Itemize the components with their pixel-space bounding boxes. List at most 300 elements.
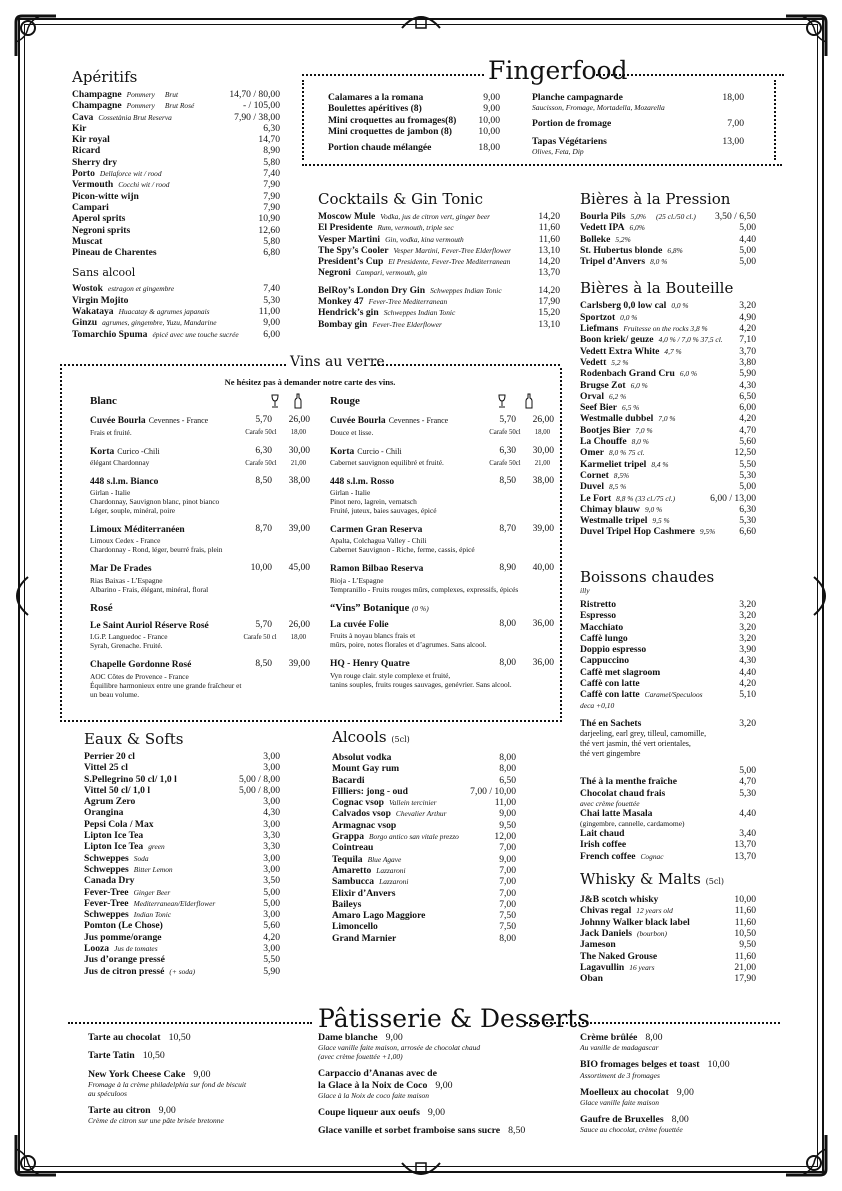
menu-item <box>84 807 280 818</box>
item-name: Caffè con latte <box>580 689 640 701</box>
item-name: Liefmans <box>580 323 619 335</box>
rose-title: Rosé <box>90 601 113 614</box>
item-price: 9,50 <box>739 939 756 951</box>
spacer <box>683 245 739 256</box>
wine-origin: Curico -Chili <box>117 446 160 456</box>
item-price: 3,00 <box>263 762 280 774</box>
spacer <box>100 145 263 156</box>
wine-description: Rioja - L’Espagne <box>330 575 384 585</box>
item-name: Schweppes <box>84 852 129 864</box>
rouge-list <box>330 415 554 593</box>
menu-item <box>580 765 756 776</box>
wine-description: Girlan - Italie <box>90 488 131 498</box>
item-price: 3,20 <box>739 717 756 729</box>
menu-item <box>84 864 280 875</box>
item-description: 6,0 % <box>679 369 698 379</box>
menu-item <box>580 459 756 470</box>
item-price: 7,00 / 10,00 <box>470 785 516 797</box>
menu-item <box>332 775 516 786</box>
menu-item <box>580 234 756 245</box>
dessert-price: 9,00 <box>385 1032 403 1043</box>
item-description: 7,0 % <box>658 414 676 424</box>
item-name: BelRoy’s London Dry Gin <box>318 284 426 296</box>
item-name: Bombay gin <box>318 318 368 330</box>
menu-item <box>332 876 516 887</box>
item-price: 13,10 <box>538 244 560 256</box>
spacer <box>616 939 739 950</box>
wine-title <box>90 620 310 632</box>
desserts-title: Pâtisserie & Desserts <box>318 1004 591 1033</box>
item-name: Doppio espresso <box>580 644 647 656</box>
bieres-section <box>580 190 756 538</box>
menu-item <box>72 247 280 258</box>
item-name: Bacardi <box>332 774 365 786</box>
item-name: Chivas regal <box>580 905 632 917</box>
menu-item <box>72 317 280 328</box>
carafe-label: Carafe 50cl <box>489 429 521 437</box>
spacer <box>660 667 739 678</box>
wine-name: Cuvée Bourla <box>330 416 386 427</box>
item-price: 6,00 <box>263 328 280 340</box>
item-name: Boulettes apéritives (8) <box>328 103 422 115</box>
menu-item <box>318 267 560 278</box>
menu-item <box>328 92 500 103</box>
spacer <box>490 211 538 222</box>
spacer <box>645 222 739 233</box>
menu-item <box>318 319 560 330</box>
item-name: Planche campagnarde <box>532 92 623 103</box>
eaux-title: Eaux & Softs <box>84 730 184 748</box>
wine-title <box>90 446 310 458</box>
item-price: 3,20 <box>739 610 756 622</box>
item-name: Thé en Sachets <box>580 717 642 729</box>
item-name: Jameson <box>580 939 616 951</box>
menu-item <box>84 774 280 785</box>
item-name: Champagne <box>72 89 122 100</box>
menu-item <box>84 898 280 909</box>
spacer <box>708 323 740 334</box>
bieres-pression-title: Bières à la Pression <box>580 190 731 208</box>
item-name: Moscow Mule <box>318 211 376 222</box>
wine-item <box>330 658 554 688</box>
dessert-name: Tarte Tatin <box>88 1050 135 1062</box>
spacer <box>689 300 740 311</box>
menu-item <box>332 899 516 910</box>
item-price: 11,60 <box>734 916 756 928</box>
dessert-name: Crème brûlée <box>580 1032 638 1043</box>
item-price: 9,00 <box>499 808 516 820</box>
menu-item <box>580 917 756 928</box>
item-price: 4,30 <box>263 807 280 819</box>
wine-title <box>330 524 554 536</box>
dessert-title <box>318 1032 554 1043</box>
menu-item <box>332 763 516 774</box>
fingerfood-title: Fingerfood <box>488 56 628 85</box>
item-price: 9,00 <box>483 103 500 115</box>
spacer <box>109 202 263 213</box>
alcools-list <box>332 752 516 944</box>
the-block <box>580 718 756 759</box>
menu-item <box>72 168 280 179</box>
menu-item <box>580 633 756 644</box>
item-description: agrumes, gingembre, Yuzu, Mandarine <box>102 318 217 328</box>
spacer <box>616 599 739 610</box>
dessert-name: Coupe liqueur aux oeufs <box>318 1106 420 1118</box>
item-description: 6,8% <box>667 245 683 255</box>
item-name: Vittel 25 cl <box>84 762 128 774</box>
item-price: 3,50 <box>263 875 280 887</box>
cocktails-section <box>318 190 560 330</box>
menu-item <box>332 752 516 763</box>
item-price: 14,20 <box>538 256 560 268</box>
menu-item <box>580 962 756 973</box>
item-price: 7,50 <box>499 910 516 922</box>
dessert-title <box>580 1087 758 1098</box>
wine-item <box>90 659 310 698</box>
menu-item <box>84 954 280 965</box>
item-price: 3,20 <box>739 599 756 610</box>
menu-item <box>332 854 516 865</box>
wine-bottle-price: 40,00 <box>532 563 554 574</box>
spacer <box>676 413 740 424</box>
wine-bottle-price: 30,00 <box>288 445 310 456</box>
wine-description: I.G.P. Languedoc - France <box>90 632 168 642</box>
spacer <box>623 622 739 633</box>
wine-bottle-price: 26,00 <box>532 415 554 426</box>
wine-name: 448 s.l.m. Bianco <box>90 476 159 487</box>
item-name: Portion chaude mélangée <box>328 142 432 154</box>
chaudes-list <box>580 599 756 710</box>
item-price: 5,30 <box>739 515 756 527</box>
item-price: 3,00 <box>263 863 280 875</box>
item-price: 4,40 <box>739 233 756 245</box>
item-name: Vermouth <box>72 179 114 191</box>
vins-blanc-section <box>90 396 310 708</box>
menu-item <box>84 909 280 920</box>
spacer <box>664 851 735 862</box>
item-description: Caramel/Speculoos <box>644 690 703 700</box>
item-price: 10,90 <box>258 213 280 225</box>
menu-item <box>72 295 280 306</box>
item-price: 7,00 <box>727 118 744 130</box>
item-price: 8,00 <box>499 932 516 944</box>
item-name: Mini croquettes au fromages(8) <box>328 114 457 126</box>
menu-item <box>580 718 756 729</box>
spacer <box>163 920 263 931</box>
item-name: Champagne <box>72 100 122 112</box>
spacer <box>117 157 263 168</box>
spacer <box>157 247 264 258</box>
item-description: Brut Rosé <box>164 101 195 111</box>
item-name: Virgin Mojito <box>72 294 129 306</box>
menu-item <box>580 776 756 787</box>
menu-item <box>580 610 756 621</box>
spacer <box>150 785 239 796</box>
wine-item <box>90 620 310 650</box>
wine-name: 448 s.l.m. Rosso <box>330 476 395 487</box>
item-name: French coffee <box>580 850 636 862</box>
wine-glass-icon <box>270 394 280 408</box>
item-name: Macchiato <box>580 621 624 633</box>
botanique-list <box>330 619 554 689</box>
wine-bottle-price: 38,00 <box>288 475 310 486</box>
spacer <box>422 103 483 114</box>
item-price: 15,20 <box>538 307 560 319</box>
divider-zigzag <box>374 364 560 374</box>
item-name: Schweppes <box>84 909 129 921</box>
spacer <box>631 234 739 245</box>
alcools-section <box>332 728 516 944</box>
item-price: 7,90 / 38,00 <box>234 111 280 123</box>
item-name: Lait chaud <box>580 828 625 840</box>
dessert-name: Tarte au citron <box>88 1104 151 1116</box>
item-price: 5,00 <box>739 764 756 776</box>
wine-title <box>90 524 310 536</box>
dessert-name: la Glace à la Noix de Coco <box>318 1079 428 1091</box>
item-name: Campari <box>72 201 109 213</box>
item-name: Bolleke <box>580 233 611 245</box>
item-price: 11,00 <box>494 797 516 809</box>
rose-list <box>90 620 310 699</box>
item-name: Negroni <box>318 267 351 279</box>
spacer <box>134 875 263 886</box>
menu-item <box>580 413 756 424</box>
spacer <box>130 225 258 236</box>
item-price: 3,90 <box>739 644 756 656</box>
wine-description: Frais et fruité. <box>90 427 132 437</box>
spacer <box>455 307 538 318</box>
spacer <box>135 751 263 762</box>
item-name: Baileys <box>332 898 362 910</box>
menu-item <box>580 828 756 839</box>
spacer <box>623 92 723 103</box>
menu-item <box>332 933 516 944</box>
menu-item <box>580 346 756 357</box>
item-price: 3,00 <box>263 852 280 864</box>
item-price: 4,40 <box>739 807 756 819</box>
item-name: Kir <box>72 122 87 134</box>
item-description: Schweppes Indian Tonic <box>383 308 456 318</box>
wine-description: Limoux Cedex - France <box>90 536 161 546</box>
item-name: Negroni sprits <box>72 224 131 236</box>
carafe-price: 18,00 <box>290 429 306 437</box>
wine-origin: Cevennes - France <box>388 416 449 426</box>
item-description: Rum, vermouth, triple sec <box>377 223 454 233</box>
wine-glass-price: 8,70 <box>499 524 516 535</box>
spacer <box>102 236 263 247</box>
item-name: Tripel d’Anvers <box>580 256 646 268</box>
menu-item <box>72 202 280 213</box>
menu-item <box>72 225 280 236</box>
menu-item <box>580 222 756 233</box>
dessert-price: 8,50 <box>508 1125 526 1137</box>
item-name: Jus de citron pressé <box>84 965 165 977</box>
dessert-item <box>88 1105 308 1125</box>
menu-item <box>580 323 756 334</box>
item-price: 3,00 <box>263 796 280 808</box>
item-description: Gin, vodka, kina vermouth <box>385 234 464 244</box>
item-price: 3,20 <box>739 300 756 312</box>
item-name: Chimay blauw <box>580 503 640 515</box>
menu-item <box>332 820 516 831</box>
left-center-ornament-icon <box>12 575 32 617</box>
menu-item <box>318 234 560 245</box>
item-description: Chevalier Arthur <box>395 809 447 819</box>
dessert-title <box>580 1059 758 1070</box>
spacer <box>629 357 740 368</box>
spacer <box>673 905 735 916</box>
item-price: 7,40 <box>263 168 280 180</box>
item-description: (+ soda) <box>169 966 196 976</box>
spacer <box>135 796 263 807</box>
item-name: Sportzot <box>580 311 616 323</box>
item-price: 3,40 <box>739 828 756 840</box>
item-subtext: deca +0,10 <box>580 700 615 710</box>
dessert-price: 8,00 <box>645 1032 663 1043</box>
item-description: El Presidente, Fever-Tree Mediterranean <box>388 257 511 267</box>
item-price: 7,90 <box>263 201 280 213</box>
dessert-item <box>88 1069 308 1098</box>
item-price: 14,20 <box>538 284 560 296</box>
item-price: 5,30 <box>739 469 756 481</box>
item-price: 10,00 <box>478 114 500 126</box>
item-description: (bourbon) <box>636 928 667 938</box>
menu-item <box>580 436 756 447</box>
item-price: 6,60 <box>739 526 756 538</box>
item-price: 3,30 <box>263 830 280 842</box>
wine-item <box>330 524 554 554</box>
wine-description: Chardonnay - Rond, léger, beurré frais, plein <box>90 545 223 555</box>
item-name: Orval <box>580 390 604 402</box>
item-description: 8,0 % 75 cl. <box>608 448 645 458</box>
item-description: 9,0 % <box>644 504 663 514</box>
item-description: 0,0 % <box>671 301 689 311</box>
blanc-title: Blanc <box>90 395 117 407</box>
divider-zigzag <box>596 74 784 84</box>
spacer <box>665 788 739 799</box>
spacer <box>178 89 229 100</box>
item-description: Dellaforce wit / rood <box>99 169 162 179</box>
item-name: Tequila <box>332 853 363 865</box>
spacer <box>628 633 740 644</box>
item-price: - / 105,00 <box>242 100 280 112</box>
spacer <box>171 909 263 920</box>
spacer <box>86 123 263 134</box>
carafe-label: Carafe 50cl <box>245 459 277 467</box>
item-name: Calamares a la romana <box>328 92 424 103</box>
menu-item <box>580 928 756 939</box>
menu-item <box>72 329 280 340</box>
menu-item <box>580 599 756 610</box>
item-price: 11,60 <box>734 950 756 962</box>
dessert-price: 8,00 <box>671 1113 689 1125</box>
spacer <box>139 191 263 202</box>
item-price: 3,50 / 6,50 <box>714 211 756 222</box>
vins-title: Vins au verre <box>290 354 385 370</box>
item-name: Fever-Tree <box>84 897 129 909</box>
menu-item <box>580 667 756 678</box>
menu-item <box>580 894 756 905</box>
item-name: Kir royal <box>72 134 110 146</box>
item-description: Cognac <box>640 851 664 861</box>
wine-description: mûrs, poire, notes florales et d’agrumes. Sans alcool. <box>330 640 487 650</box>
wine-name: Cuvée Bourla <box>90 416 146 427</box>
item-name: Le Fort <box>580 492 612 504</box>
spacer <box>459 831 495 842</box>
item-name: Lipton Ice Tea <box>84 841 144 853</box>
menu-item <box>580 402 756 413</box>
dessert-name: Gaufre de Bruxelles <box>580 1113 664 1125</box>
wine-description: Rias Baixas - L’Espagne <box>90 575 163 585</box>
wine-bottle-price: 26,00 <box>288 620 310 631</box>
wine-bottle-price: 36,00 <box>532 658 554 669</box>
item-price: 6,30 <box>263 122 280 134</box>
menu-item <box>580 622 756 633</box>
dessert-item <box>580 1059 758 1079</box>
item-name: Karmeliet tripel <box>580 458 647 470</box>
item-name: Mount Gay rum <box>332 763 400 775</box>
vins-note: Ne hésitez pas à demander notre carte des vins. <box>224 377 396 387</box>
item-name: Cornet <box>580 469 609 481</box>
menu-item <box>580 905 756 916</box>
item-name: Canada Dry <box>84 875 135 887</box>
wine-description: Équilibre harmonieux entre une grande fraîcheur et <box>90 680 242 690</box>
spacer <box>195 966 263 977</box>
item-name: Westmalle tripel <box>580 515 648 527</box>
item-description: Borgo antico san vitale prezzo <box>369 832 459 842</box>
dessert-description: Glace à la Noix de coco faite maison <box>318 1090 430 1100</box>
item-description: Fever-Tree Mediterranean <box>368 297 448 307</box>
item-name: Wakataya <box>72 306 114 318</box>
carafe-price: 21,00 <box>290 459 306 467</box>
item-name: Monkey 47 <box>318 296 364 308</box>
item-name: Muscat <box>72 235 103 247</box>
item-price: 7,90 <box>263 179 280 191</box>
menu-item <box>580 425 756 436</box>
spacer <box>406 865 500 876</box>
spacer <box>657 951 735 962</box>
wine-title <box>90 659 310 671</box>
gin-list <box>318 285 560 330</box>
dessert-title <box>88 1050 308 1061</box>
dessert-description: Glace vanille faite maison <box>580 1097 659 1107</box>
wine-glass-price: 8,70 <box>255 524 272 535</box>
item-name: Amaro Lago Maggiore <box>332 910 426 922</box>
item-price: 4,20 <box>739 413 756 425</box>
spacer <box>653 425 740 436</box>
item-name: Ricard <box>72 145 101 157</box>
item-name: Mini croquettes de jambon (8) <box>328 125 452 137</box>
item-name: Jack Daniels <box>580 927 632 939</box>
spacer <box>399 763 499 774</box>
wine-description: Fruits à noyau blancs frais et <box>330 631 416 641</box>
menu-item <box>580 973 756 984</box>
menu-item <box>72 100 280 111</box>
menu-item <box>332 888 516 899</box>
wine-description: AOC Côtes de Provence - France <box>90 671 189 681</box>
spacer <box>655 962 735 973</box>
item-description: Lazzaroni <box>376 865 406 875</box>
item-price: 11,00 <box>258 306 280 318</box>
item-price: 6,00 <box>739 402 756 414</box>
item-price: 13,70 <box>734 839 756 851</box>
wine-name: HQ - Henry Quatre <box>330 659 410 670</box>
dessert-price: 9,00 <box>427 1106 446 1118</box>
wine-item <box>90 446 310 467</box>
spacer <box>365 775 500 786</box>
menu-item <box>580 808 756 819</box>
menu-item <box>580 470 756 481</box>
